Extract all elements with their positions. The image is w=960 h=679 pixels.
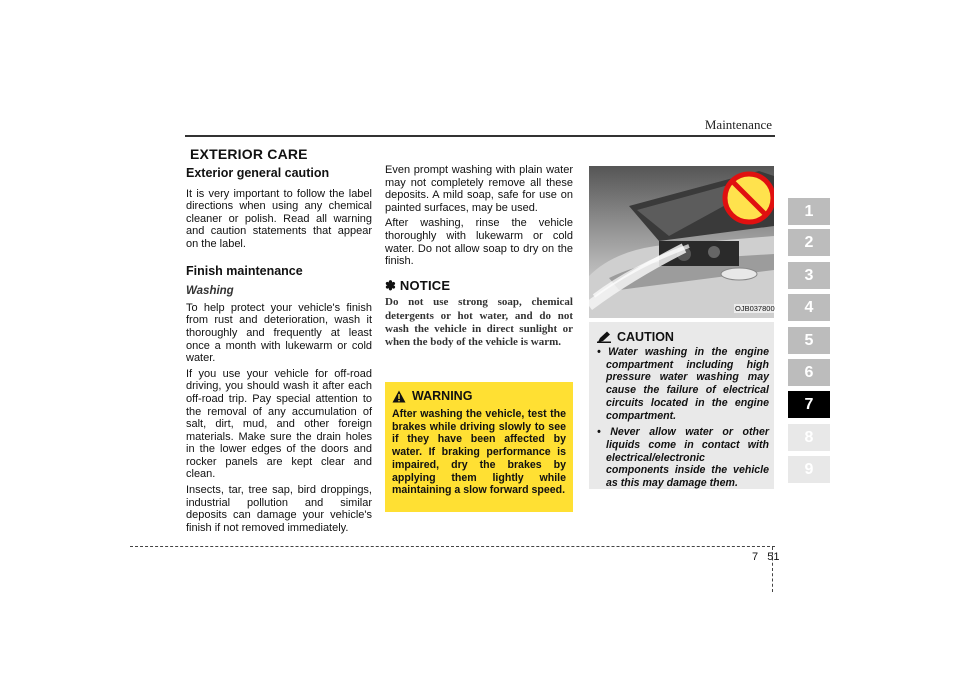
chapter-tab-5[interactable]: 5 [788,327,830,354]
image-reference-label: OJB037800 [735,304,775,313]
middle-column [385,164,573,350]
washing-paragraph-1: To help protect your vehicle's finish from rust and deterioration, wash it thoroughly and frequently at least once a month with lukewarm or cold water. [186,301,372,365]
warning-header [392,389,472,403]
chapter-tab-4[interactable]: 4 [788,294,830,321]
footer-chapter: 7 [752,551,759,563]
caution-item: • Never allow water or other liquids come in contact with electrical/electronic components inside the vehicle as this may damage them. [597,426,769,490]
chapter-tab-7[interactable]: 7 [788,391,830,418]
chapter-tab-6[interactable]: 6 [788,359,830,386]
footer-page: 51 [767,551,780,563]
chapter-tab-1[interactable]: 1 [788,198,830,225]
footer-divider [130,546,775,547]
chapter-tab-9[interactable]: 9 [788,456,830,483]
finish-maintenance-title: Finish maintenance [186,263,303,278]
washing-subtitle: Washing [186,285,234,298]
warning-text: After washing the vehicle, test the brakes while driving slowly to see if they have been affected by water. If braking performance is impaired, dry the brakes by applying them lightly while maintaining a slow forward speed. [392,408,566,497]
caution-box [589,322,774,489]
notice-text: Do not use strong soap, chemical detergents or hot water, and do not wash the vehicle in direct sunlight or when the body of the vehicle is warm. [385,296,573,349]
notice-title: ✽ NOTICE [385,277,451,293]
warning-title: WARNING [412,389,473,403]
caution-title: CAUTION [617,330,674,344]
page-number [752,551,780,563]
left-column [186,167,372,537]
general-caution-text: It is very important to follow the label directions when using any chemical cleaner or polish. Read all warning and caution statements that appear on the label. [186,187,372,250]
header-section-title: Maintenance [704,117,772,132]
warning-box [385,382,573,512]
car-hood-washing-image [589,166,774,318]
warning-triangle-icon [392,390,406,403]
middle-paragraph-1: Even prompt washing with plain water may not completely remove all these deposits. A mild soap, safe for use on painted surfaces, may be used. [385,164,573,214]
chapter-tab-2[interactable]: 2 [788,229,830,256]
caution-item: • Water washing in the engine compartment including high pressure water washing may cause the failure of electrical circuits located in the engine compartment. [597,346,769,422]
general-caution-title: Exterior general caution [186,166,330,180]
page-heading: EXTERIOR CARE [190,146,308,162]
header-divider [185,135,775,137]
washing-paragraph-2: If you use your vehicle for off-road driving, you should wash it after each off-road trip. Pay special attention to the removal of any accumulation of salt, dirt, mud, and other foreign materials. Make sure the drain holes in the lower edges of the doors and rocker panels are kept clear and clean. [186,367,372,481]
chapter-tab-8[interactable]: 8 [788,424,830,451]
engine-washing-illustration [589,166,774,318]
washing-paragraph-3: Insects, tar, tree sap, bird droppings, industrial pollution and similar deposits can damage your vehicle's finish if not removed immediately. [186,484,372,534]
caution-pencil-icon [597,331,611,343]
middle-paragraph-2: After washing, rinse the vehicle thoroughly with lukewarm or cold water. Do not allow soap to dry on the finish. [385,217,573,268]
chapter-tab-3[interactable]: 3 [788,262,830,289]
caution-header [597,330,674,344]
caution-list [597,346,769,494]
